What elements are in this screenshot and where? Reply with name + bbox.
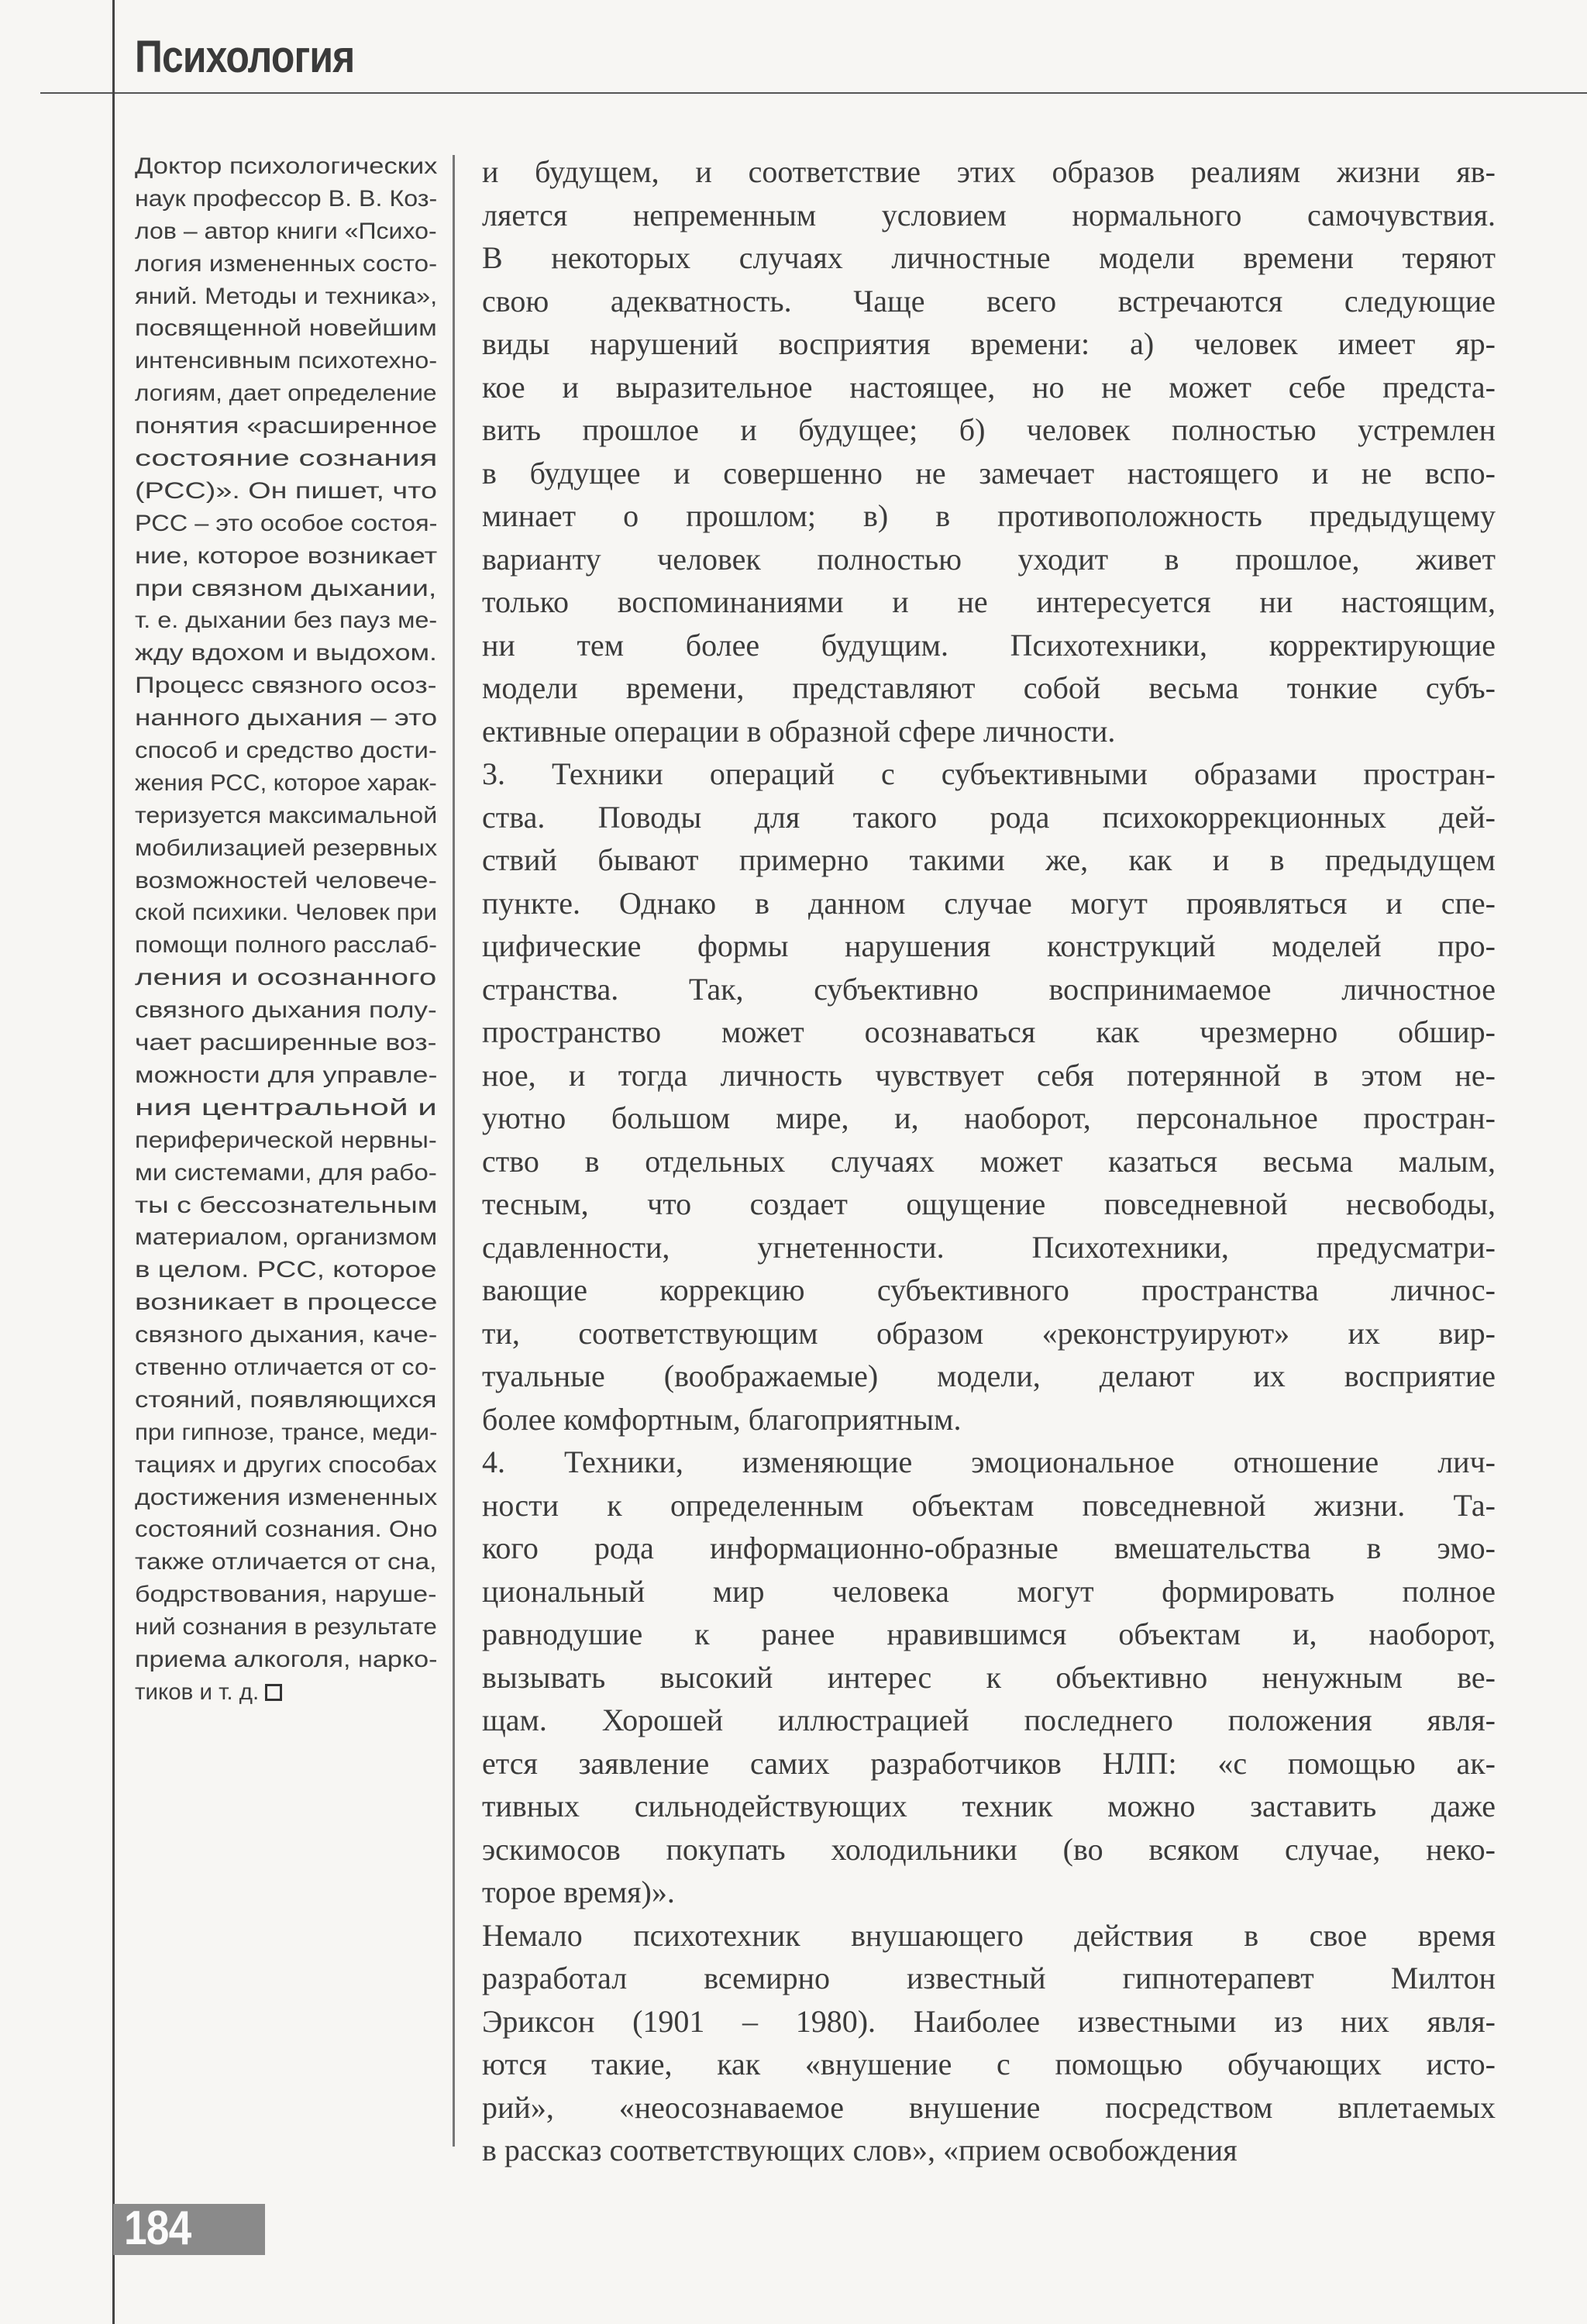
text-line: пункте. Однако в данном случае могут проявляться и спе- (482, 885, 1496, 921)
text-line: виды нарушений восприятия времени: а) человек имеет яр- (482, 326, 1496, 361)
sidebar-line: возможностей человече- (135, 867, 437, 893)
text-line: кого рода информационно-образные вмешательства в эмо- (482, 1530, 1496, 1565)
sidebar-line: ственно отличается от со- (135, 1354, 437, 1380)
text-line: более комфортным, благоприятным. (482, 1401, 962, 1437)
sidebar-line: приема алкоголя, нарко- (135, 1646, 438, 1672)
text-line: ни тем более будущим. Психотехники, корректирующие (482, 627, 1496, 663)
text-line: вающие коррекцию субъективного пространства личнос- (482, 1272, 1496, 1307)
sidebar-line: чает расширенные воз- (135, 1030, 437, 1056)
sidebar-line: тациях и других способах (135, 1451, 437, 1478)
text-line: ствий бывают примерно такими же, как и в предыдущем (482, 842, 1496, 877)
text-line: пространство может осознаваться как чрезмерно обшир- (482, 1014, 1496, 1049)
text-line: щам. Хорошей иллюстрацией последнего положения явля- (482, 1703, 1496, 1737)
text-line: В некоторых случаях личностные модели времени теряют (482, 240, 1496, 275)
text-line: ется заявление самих разработчиков НЛП: «с помощью ак- (482, 1745, 1496, 1781)
sidebar-line: связного дыхания полу- (135, 997, 437, 1024)
sidebar-line: способ и средство дости- (135, 738, 437, 764)
text-line: Эриксон (1901 – 1980). Наиболее известными из них явля- (482, 2003, 1496, 2039)
sidebar-last-line (135, 1676, 437, 1709)
text-line: ное, и тогда личность чувствует себя потерянной в этом не- (482, 1057, 1496, 1093)
sidebar-line: теризуется максимальной (135, 802, 438, 828)
sidebar-line: ления и осознанного (135, 965, 437, 991)
sidebar-line: материалом, организмом (135, 1224, 438, 1251)
text-line: только воспоминаниями и не интересуется ни настоящим, (482, 584, 1496, 619)
sidebar-line: состояние сознания (135, 446, 438, 472)
text-line: ности к определенным объектам повседневной жизни. Та- (482, 1487, 1496, 1523)
sidebar-line: тиков и т. д. (135, 1678, 260, 1705)
text-line: туальные (воображаемые) модели, делают их восприятие (482, 1358, 1496, 1393)
sidebar-line: яний. Методы и техника», (135, 283, 438, 309)
column-divider (453, 155, 455, 2147)
text-line: варианту человек полностью уходит в прошлое, живет (482, 541, 1496, 577)
sidebar-line: можности для управле- (135, 1062, 438, 1088)
header-rule (40, 92, 1587, 94)
sidebar-line: ния центральной и (135, 1094, 437, 1121)
sidebar-line: наук профессор В. В. Коз- (135, 185, 438, 212)
sidebar-line: в целом. РСС, которое (135, 1257, 437, 1283)
end-mark-icon (265, 1684, 282, 1701)
text-line: 4. Техники, изменяющие эмоциональное отношение лич- (482, 1444, 1496, 1479)
sidebar-line: ской психики. Человек при (135, 900, 438, 926)
sidebar-line: ты с бессознательным (135, 1192, 438, 1218)
sidebar-line: при связном дыхании, (135, 575, 437, 601)
sidebar-line: состояний сознания. Оно (135, 1517, 438, 1543)
main-text-column (482, 150, 1496, 2172)
sidebar-line: ние, которое возникает (135, 542, 438, 569)
sidebar-line: мобилизацией резервных (135, 835, 438, 861)
sidebar-line: Доктор психологических (135, 153, 438, 179)
text-line: равнодушие к ранее нравившимся объектам и, наоборот, (482, 1616, 1496, 1651)
text-line: Немало психотехник внушающего действия в свое время (482, 1917, 1496, 1953)
text-line: в будущее и совершенно не замечает настоящего и не вспо- (482, 455, 1496, 491)
text-line: вить прошлое и будущее; б) человек полностью устремлен (482, 412, 1496, 447)
left-margin-rule (112, 0, 115, 2324)
text-line: ективные операции в образной сфере личности. (482, 713, 1116, 749)
sidebar-line: т. е. дыхании без пауз ме- (135, 608, 438, 634)
text-line: эскимосов покупать холодильники (во всяком случае, неко- (482, 1831, 1496, 1867)
text-line: уютно большом мире, и, наоборот, персональное простран- (482, 1100, 1496, 1135)
text-line: свою адекватность. Чаще всего встречаются следующие (482, 283, 1496, 318)
sidebar-line: достижения измененных (135, 1484, 438, 1510)
text-line: и будущем, и соответствие этих образов реалиям жизни яв- (482, 154, 1496, 189)
text-line: сдавленности, угнетенности. Психотехники, предусматри- (482, 1229, 1496, 1265)
text-line: странства. Так, субъективно воспринимаемое личностное (482, 971, 1496, 1007)
text-line: 3. Техники операций с субъективными образами простран- (482, 756, 1496, 791)
sidebar-line: интенсивным психотехно- (135, 348, 438, 374)
sidebar-line: (РСС)». Он пишет, что (135, 477, 437, 504)
sidebar-line: возникает в процессе (135, 1289, 438, 1316)
text-line: рий», «неосознаваемое внушение посредством вплетаемых (482, 2089, 1496, 2125)
sidebar-line: РСС – это особое состоя- (135, 510, 438, 536)
text-line: модели времени, представляют собой весьма тонкие субъ- (482, 670, 1496, 705)
sidebar-line: бодрствования, наруше- (135, 1582, 437, 1608)
text-line: ти, соответствующим образом «реконструируют» их вир- (482, 1315, 1496, 1351)
text-line: ства. Поводы для такого рода психокоррекционных дей- (482, 799, 1496, 835)
sidebar-line: ми системами, для рабо- (135, 1159, 437, 1186)
sidebar-note (135, 150, 437, 1709)
text-line: торое время)». (482, 1875, 675, 1909)
text-line: тивных сильнодействующих техник можно заставить даже (482, 1789, 1496, 1823)
sidebar-line: логия измененных состо- (135, 250, 438, 277)
running-header-title: Психология (135, 32, 355, 82)
text-line: минает о прошлом; в) в противоположность предыдущему (482, 498, 1496, 533)
sidebar-line: логиям, дает определение (135, 380, 437, 407)
sidebar-line: Процесс связного осоз- (135, 673, 437, 699)
text-line: разработал всемирно известный гипнотерапевт Милтон (482, 1961, 1496, 1995)
sidebar-line: стояний, появляющихся (135, 1386, 437, 1413)
sidebar-line: нанного дыхания – это (135, 705, 438, 732)
sidebar-line: при гипнозе, трансе, меди- (135, 1419, 438, 1445)
sidebar-line: понятия «расширенное (135, 413, 438, 439)
sidebar-line: жду вдохом и выдохом. (135, 640, 437, 666)
sidebar-line: лов – автор книги «Психо- (135, 218, 437, 244)
sidebar-line: ний сознания в результате (135, 1614, 437, 1641)
sidebar-line: периферической нервны- (135, 1127, 437, 1153)
sidebar-line: связного дыхания, каче- (135, 1322, 438, 1348)
sidebar-line: помощи полного расслаб- (135, 932, 438, 959)
sidebar-line: жения РСС, которое харак- (135, 770, 437, 796)
text-line: ство в отдельных случаях может казаться весьма малым, (482, 1143, 1496, 1179)
text-line: в рассказ соответствующих слов», «прием освобождения (482, 2133, 1238, 2167)
text-line: кое и выразительное настоящее, но не может себе предста- (482, 369, 1496, 405)
text-line: ляется непременным условием нормального самочувствия. (482, 197, 1496, 232)
text-line: ются такие, как «внушение с помощью обучающих исто- (482, 2047, 1496, 2081)
text-line: цифические формы нарушения конструкций моделей про- (482, 928, 1496, 963)
text-line: циональный мир человека могут формировать полное (482, 1573, 1496, 1609)
page-number: 184 (124, 2202, 191, 2255)
text-line: вызывать высокий интерес к объективно ненужным ве- (482, 1659, 1496, 1695)
sidebar-line: также отличается от сна, (135, 1549, 437, 1575)
text-line: тесным, что создает ощущение повседневной несвободы, (482, 1186, 1496, 1221)
sidebar-line: посвященной новейшим (135, 315, 437, 342)
